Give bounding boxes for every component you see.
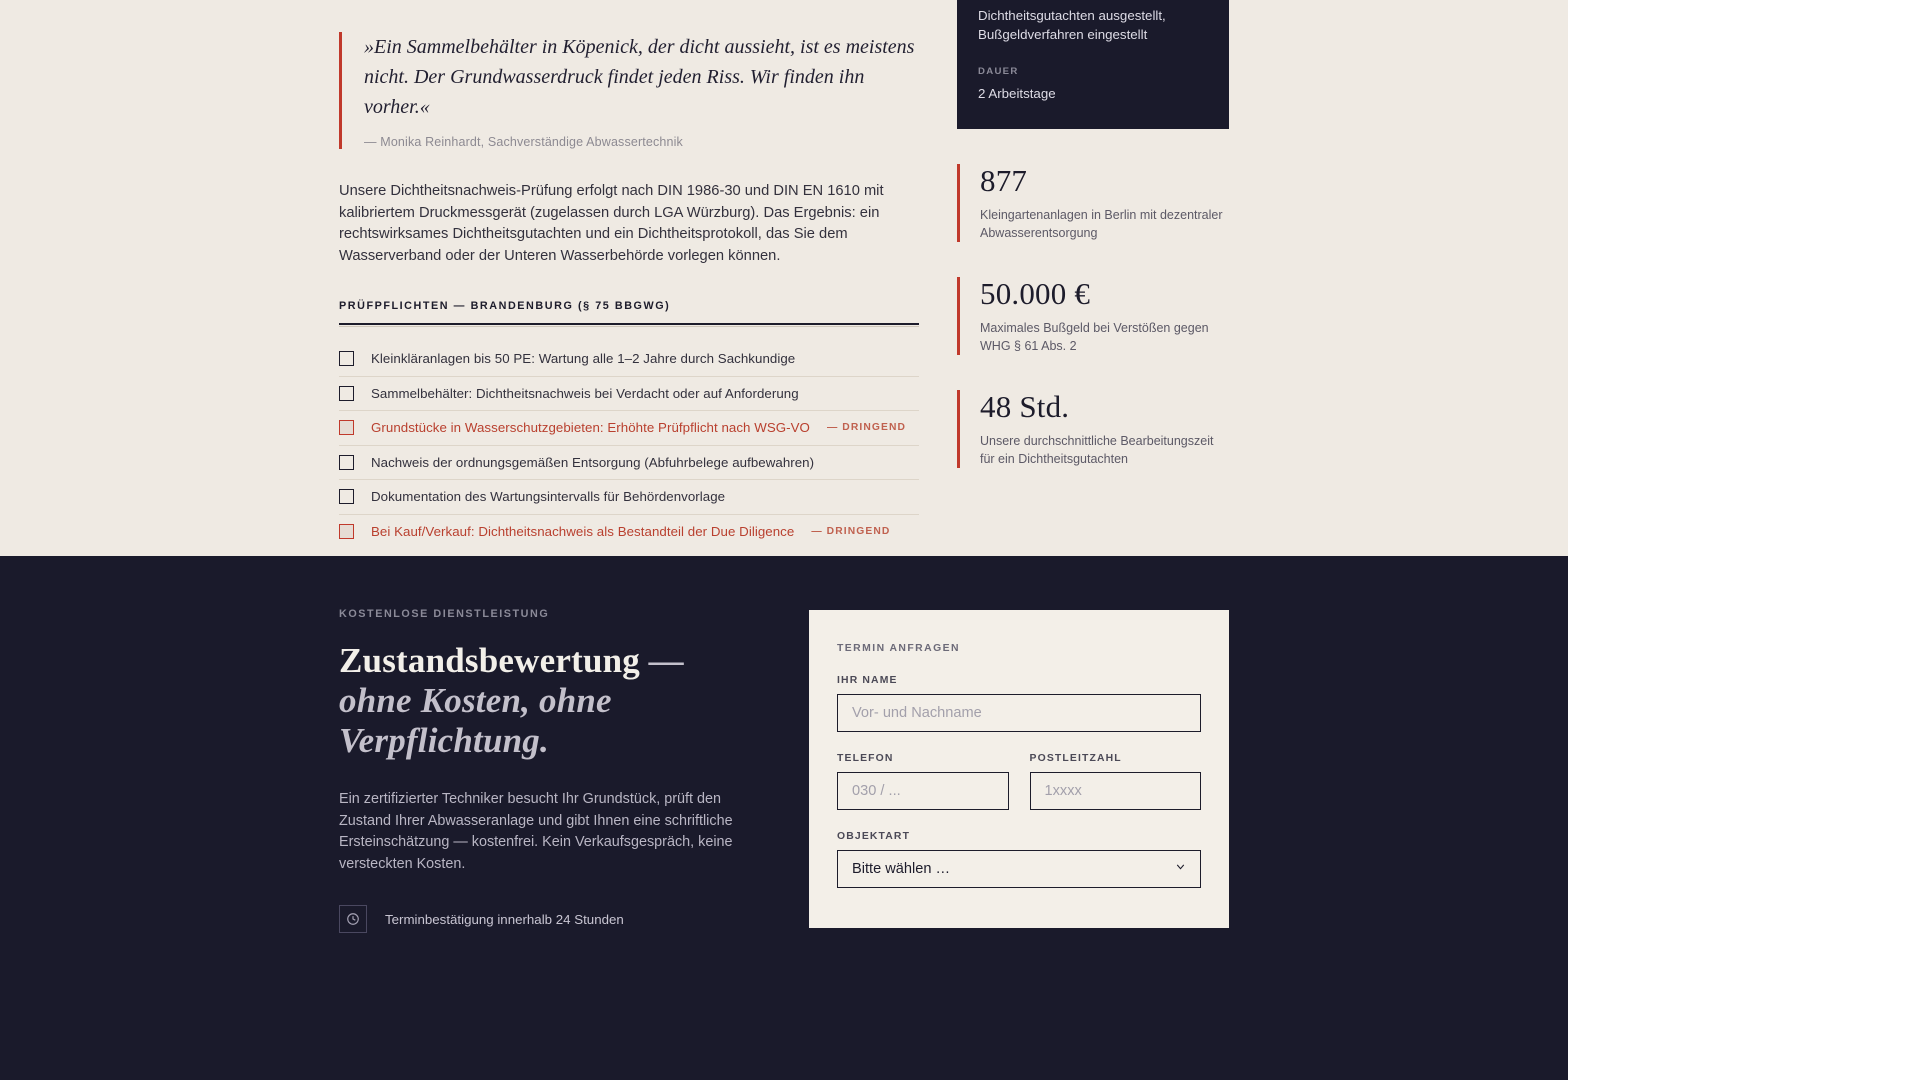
checklist-label: Sammelbehälter: Dichtheitsnachweis bei Verdacht oder auf Anforderung <box>371 385 799 401</box>
urgent-badge: — DRINGEND <box>811 526 891 538</box>
checkbox-icon[interactable] <box>339 489 354 504</box>
checklist-row[interactable] <box>339 377 919 412</box>
pull-quote <box>339 32 919 149</box>
cta-title-em-2: Kosten, ohne Verpflichtung. <box>339 681 612 760</box>
objektart-label: OBJEKTART <box>837 831 911 842</box>
stat-description: Kleingartenanlagen in Berlin mit dezentraler Abwasserentsorgung <box>980 208 1223 240</box>
article-paragraph: Unsere Dichtheitsnachweis-Prüfung erfolgt nach DIN 1986-30 und DIN EN 1610 mit kalibriertem Druckmessgerät (zugelassen durch LGA Würzburg). Das Ergebnis: ein rechtswirksames Dichtheitsgutachten und ein Dichtheitsprotokoll, das Sie dem Wasserverband oder der Unteren Wasserbehörde vorlegen können. <box>339 183 884 264</box>
name-label: IHR NAME <box>837 675 898 686</box>
name-input[interactable] <box>837 694 1201 732</box>
name-field-group <box>837 675 1201 732</box>
checklist-heading: PRÜFPFLICHTEN — BRANDENBURG (§ 75 BBGWG) <box>339 300 671 312</box>
case-study-card <box>957 0 1229 129</box>
checkbox-icon[interactable] <box>339 386 354 401</box>
objektart-select[interactable] <box>837 850 1201 888</box>
checklist-row[interactable] <box>339 515 919 550</box>
phone-zip-row <box>837 753 1201 810</box>
checkbox-icon[interactable] <box>339 351 354 366</box>
canvas-filler <box>1568 0 1920 1080</box>
stat-number: 48 Std. <box>980 389 1070 424</box>
dauer-value: 2 Arbeitstage <box>978 85 1056 101</box>
right-rail <box>957 0 1229 468</box>
zip-field-group <box>1030 753 1202 810</box>
checklist <box>339 342 919 549</box>
phone-field-group <box>837 753 1009 810</box>
heading-rule <box>339 323 919 327</box>
dauer-label: DAUER <box>978 65 1019 77</box>
intro-paragraph <box>339 0 919 4</box>
checkbox-icon[interactable] <box>339 420 354 435</box>
checklist-row[interactable] <box>339 411 919 446</box>
phone-input[interactable] <box>837 772 1009 810</box>
form-kicker: TERMIN ANFRAGEN <box>837 643 960 654</box>
clock-icon <box>339 905 367 933</box>
pull-quote-text: »Ein Sammelbehälter in Köpenick, der dicht aussieht, ist es meistens nicht. Der Grundwasserdruck findet jeden Riss. Wir finden ihn vorher.« <box>364 36 915 118</box>
checklist-row[interactable] <box>339 480 919 515</box>
article-column <box>339 0 919 549</box>
checklist-label: Kleinkläranlagen bis 50 PE: Wartung alle 1–2 Jahre durch Sachkundige <box>371 351 796 367</box>
checklist-label: Grundstücke in Wasserschutzgebieten: Erhöhte Prüfpflicht nach WSG-VO <box>371 420 810 436</box>
checklist-row[interactable] <box>339 342 919 377</box>
stat-description: Maximales Bußgeld bei Verstößen gegen WHG § 61 Abs. 2 <box>980 321 1209 353</box>
cta-title-lead: Zustandsbewertung <box>339 641 640 680</box>
article-section <box>0 0 1568 556</box>
cta-copy <box>339 608 759 933</box>
zip-label: POSTLEITZAHL <box>1029 753 1122 764</box>
stat-list <box>957 164 1229 468</box>
checklist-label: Bei Kauf/Verkauf: Dichtheitsnachweis als Bestandteil der Due Diligence <box>371 524 795 540</box>
ergebnis-value: Dichtheitsgutachten ausgestellt, Bußgeldverfahren eingestellt <box>978 7 1166 42</box>
stat-number: 50.000 € <box>980 276 1091 311</box>
cta-title <box>339 641 759 761</box>
checklist-label: Nachweis der ordnungsgemäßen Entsorgung (Abfuhrbelege aufbewahren) <box>371 454 815 470</box>
stat-block <box>957 390 1229 468</box>
stat-number: 877 <box>980 163 1028 198</box>
stat-block <box>957 277 1229 355</box>
objektart-select-wrap <box>837 850 1201 888</box>
zip-input[interactable] <box>1030 772 1202 810</box>
phone-label: TELEFON <box>837 753 894 764</box>
cta-body: Ein zertifizierter Techniker besucht Ihr Grundstück, prüft den Zustand Ihrer Abwasseranlage und gibt Ihnen eine schriftliche Ersteinschätzung — kostenfrei. Kein Verkaufsgespräch, keine versteckten Kosten. <box>339 791 733 872</box>
cta-title-em-1: ohne <box>339 681 412 720</box>
appointment-form <box>809 610 1229 928</box>
stat-description: Unsere durchschnittliche Bearbeitungszeit für ein Dichtheitsgutachten <box>980 434 1214 466</box>
stat-block <box>957 164 1229 242</box>
checkbox-icon[interactable] <box>339 455 354 470</box>
cta-title-dash: — <box>639 641 685 680</box>
cta-note-text: Terminbestätigung innerhalb 24 Stunden <box>385 911 624 927</box>
checkbox-icon[interactable] <box>339 524 354 539</box>
pull-quote-attribution: — Monika Reinhardt, Sachverständige Abwassertechnik <box>364 135 683 149</box>
cta-note <box>339 905 759 933</box>
cta-kicker: KOSTENLOSE DIENSTLEISTUNG <box>339 608 550 620</box>
objektart-field-group <box>837 831 1201 888</box>
checklist-row[interactable] <box>339 446 919 481</box>
cta-section <box>0 556 1568 1080</box>
checklist-label: Dokumentation des Wartungsintervalls für Behördenvorlage <box>371 489 726 505</box>
urgent-badge: — DRINGEND <box>826 422 907 434</box>
